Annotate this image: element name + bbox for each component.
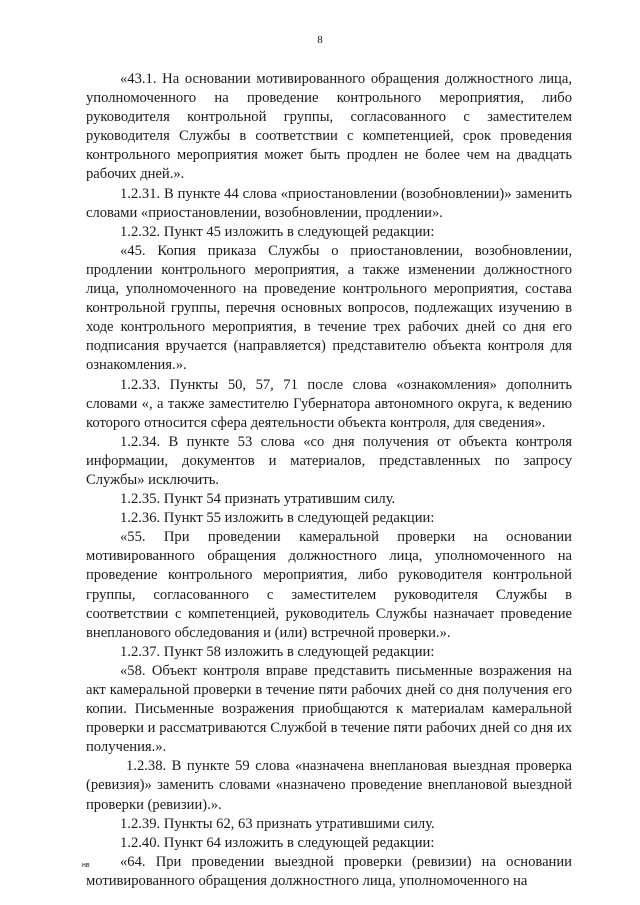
- paragraph-1-2-32: 1.2.32. Пункт 45 изложить в следующей редакции:: [120, 223, 435, 240]
- paragraph-1-2-35: 1.2.35. Пункт 54 признать утратившим силу.: [120, 491, 396, 508]
- footer-mark: нв: [82, 862, 90, 869]
- paragraph-1-2-33: 1.2.33. Пункты 50, 57, 71 после слова «ознакомления» дополнить словами «, а также заместителю Губернатора автономного округа, к ведению которого относится сфера деятельности объекта контроля, для сведения».: [86, 376, 572, 431]
- paragraph-1-2-31: 1.2.31. В пункте 44 слова «приостановлении (возобновлении)» заменить словами «приостановлении, возобновлении, продлении».: [86, 185, 572, 221]
- paragraph-43-1: «43.1. На основании мотивированного обращения должностного лица, уполномоченного на проведение контрольного мероприятия, либо руководителя контрольной группы, согласованного с заместителем руководителя Службы в соответствии с компетенцией, срок проведения контрольного мероприятия может быть продлен не более чем на двадцать рабочих дней.».: [86, 71, 572, 183]
- paragraph-1-2-36: 1.2.36. Пункт 55 изложить в следующей редакции:: [120, 510, 435, 527]
- paragraph-64: «64. При проведении выездной проверки (ревизии) на основании мотивированного обращения должностного лица, уполномоченного на: [86, 853, 572, 889]
- document-body: [86, 70, 572, 891]
- paragraph-58: «58. Объект контроля вправе представить письменные возражения на акт камеральной проверки в течение пяти рабочих дней со дня получения его копии. Письменные возражения приобщаются к материалам камеральной проверки и рассматриваются Службой в течение пяти рабочих дней со дня их получения.».: [86, 662, 572, 756]
- paragraph-55: «55. При проведении камеральной проверки на основании мотивированного обращения должностного лица, уполномоченного на проведение контрольного мероприятия, либо руководителя контрольной группы, согласованного с заместителем руководителя Службы в соответствии с компетенцией, руководитель Службы назначает проведение внепланового обследования и (или) встречной проверки.».: [86, 529, 572, 641]
- paragraph-1-2-38: 1.2.38. В пункте 59 слова «назначена внеплановая выездная проверка (ревизия)» заменить словами «назначено проведение внеплановой выездной проверки (ревизии).».: [86, 758, 572, 813]
- page-number: 8: [317, 34, 323, 46]
- paragraph-45: «45. Копия приказа Службы о приостановлении, возобновлении, продлении контрольного мероприятия, а также изменении должностного лица, уполномоченного на проведение контрольного мероприятия, состава контрольной группы, перечня основных вопросов, подлежащих изучению в ходе контрольного мероприятия, в течение трех рабочих дней со дня его подписания вручается (направляется) представителю объекта контроля для ознакомления.».: [86, 242, 572, 374]
- paragraph-1-2-34: 1.2.34. В пункте 53 слова «со дня получения от объекта контроля информации, документов и материалов, представленных по запросу Службы» исключить.: [86, 433, 572, 488]
- paragraph-1-2-39: 1.2.39. Пункты 62, 63 признать утратившими силу.: [120, 815, 435, 832]
- paragraph-1-2-37: 1.2.37. Пункт 58 изложить в следующей редакции:: [120, 643, 435, 660]
- paragraph-1-2-40: 1.2.40. Пункт 64 изложить в следующей редакции:: [120, 834, 435, 851]
